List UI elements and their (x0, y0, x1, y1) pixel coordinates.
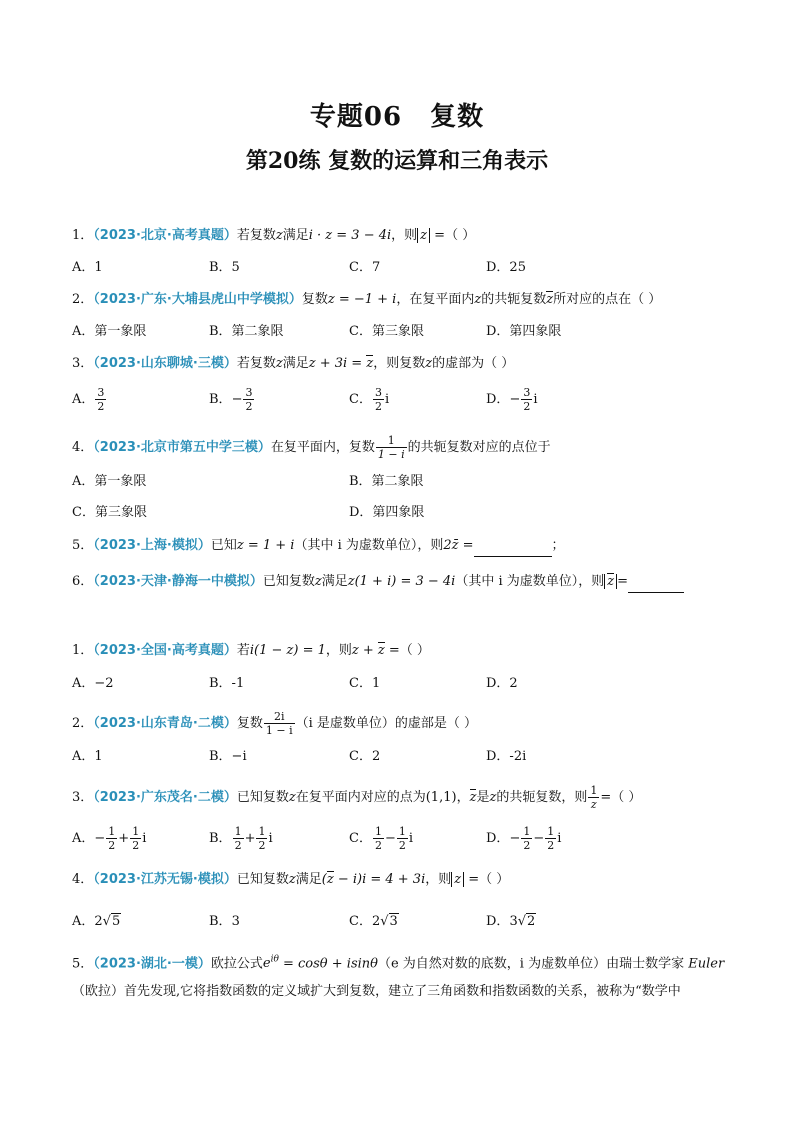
option-b[interactable]: B．-1 (209, 676, 245, 691)
option-d[interactable]: D．− $\frac{1}{2}$ − $\frac{1}{2}$ i (486, 825, 562, 852)
option-d[interactable]: D．2 (486, 676, 518, 691)
answer-blank[interactable] (628, 572, 684, 593)
option-c[interactable]: C．第三象限 (349, 324, 424, 339)
options-2-4 (72, 912, 772, 932)
option-d[interactable]: D．25 (486, 260, 526, 275)
options-2-1 (72, 674, 772, 694)
question-1-4: 4．（2023·北京市第五中学三模）在复平面内，复数 $\frac{1}{1 - i}$ 的共轭复数对应的点位于 (72, 434, 551, 461)
question-source: （2023·北京市第五中学三模） (93, 440, 271, 455)
option-c[interactable]: C．7 (349, 260, 381, 275)
question-source: （2023·全国·高考真题） (93, 643, 237, 658)
question-source: （2023·山东青岛·二模） (93, 716, 237, 731)
question-2-5-cont: （欧拉）首先发现,它将指数函数的定义域扩大到复数，建立了三角函数和指数函数的关系，被称为“数学中 (72, 984, 681, 999)
question-source: （2023·广东·大埔县虎山中学模拟） (93, 292, 302, 307)
option-c[interactable]: C．2 (349, 749, 381, 764)
question-2-5: 5．（2023·湖北·一模）欧拉公式$e^{i\theta} = \cos\theta + isin\theta(e$ 为自然对数的底数，i 为虚数单位）由瑞士数学家 Euler (72, 955, 725, 972)
options-1-1 (72, 258, 772, 278)
question-2-3: 3．（2023·广东茂名·二模）已知复数z在复平面内对应的点为(1,1)，z是z的共轭复数，则 $\frac{1}{z}$ =（ ） (72, 784, 642, 811)
options-2-3 (72, 825, 772, 852)
question-source: （2023·天津·静海一中模拟） (93, 574, 263, 589)
option-b[interactable]: B．第二象限 (349, 474, 424, 489)
question-1-3: 3．（2023·山东聊城·三模）若复数z满足z + 3i = z，则复数z的虚部为（ ） (72, 356, 515, 371)
option-a[interactable]: A．第一象限 (72, 324, 147, 339)
title-topic: 专题06 (309, 102, 403, 132)
option-c[interactable]: C． $\frac{3}{2}$ i (349, 386, 390, 413)
option-a[interactable]: A．−2 (72, 676, 114, 691)
option-c[interactable]: C．2√3 (349, 914, 398, 929)
question-1-1: 1．（2023·北京·高考真题）若复数z满足i · z = 3 − 4i，则 z =（ ） (72, 228, 476, 243)
question-source: （2023·山东聊城·三模） (93, 356, 237, 371)
question-2-2: 2．（2023·山东青岛·二模）复数 $\frac{2i}{1 - i}$ （i 是虚数单位）的虚部是（ ） (72, 710, 478, 737)
options-2-2 (72, 747, 772, 767)
question-source: （2023·广东茂名·二模） (93, 790, 237, 805)
options-1-4-row1 (72, 472, 772, 492)
option-a[interactable]: A．− $\frac{1}{2}$ + $\frac{1}{2}$ i (72, 825, 147, 852)
question-1-2: 2．（2023·广东·大埔县虎山中学模拟）复数z = −1 + i，在复平面内z的共轭复数z所对应的点在（ ） (72, 292, 662, 307)
option-d[interactable]: D．第四象限 (349, 505, 425, 520)
option-a[interactable]: A．1 (72, 749, 103, 764)
question-source: （2023·江苏无锡·模拟） (93, 872, 237, 887)
options-1-4-row2 (72, 503, 772, 523)
question-source: （2023·湖北·一模） (93, 956, 211, 972)
question-2-1: 1．（2023·全国·高考真题）若i(1 − z) = 1，则z + z =（ ） (72, 643, 430, 658)
option-d[interactable]: D．3√2 (486, 914, 536, 929)
option-a[interactable]: A．2√5 (72, 914, 121, 929)
options-1-2 (72, 322, 772, 342)
options-1-3 (72, 386, 772, 413)
title-name: 复数 (430, 102, 485, 132)
option-c[interactable]: C．第三象限 (72, 505, 147, 520)
question-source: （2023·北京·高考真题） (93, 228, 237, 243)
option-d[interactable]: D．-2i (486, 749, 527, 764)
option-d[interactable]: D．第四象限 (486, 324, 562, 339)
option-b[interactable]: B．5 (209, 260, 240, 275)
option-a[interactable]: A．第一象限 (72, 474, 147, 489)
answer-blank[interactable] (474, 536, 552, 557)
question-source: （2023·上海·模拟） (93, 538, 211, 553)
question-1-6: 6．（2023·天津·静海一中模拟）已知复数z满足z(1 + i) = 3 − 4i（其中 i 为虚数单位），则 z = (72, 572, 684, 593)
option-b[interactable]: B．3 (209, 914, 240, 929)
question-2-4: 4．（2023·江苏无锡·模拟）已知复数z满足(z − i)i = 4 + 3i，则 z =（ ） (72, 872, 510, 887)
page-subtitle: 第20练 复数的运算和三角表示 (245, 148, 549, 174)
option-a[interactable]: A．1 (72, 260, 103, 275)
option-b[interactable]: B．− $\frac{3}{2}$ (209, 386, 253, 413)
option-b[interactable]: B． $\frac{1}{2}$ + $\frac{1}{2}$ i (209, 825, 273, 852)
option-b[interactable]: B．第二象限 (209, 324, 284, 339)
question-1-5: 5．（2023·上海·模拟）已知z = 1 + i（其中 i 为虚数单位），则2z̄ = ； (72, 536, 565, 557)
option-a[interactable]: A． $\frac{3}{2}$ (72, 386, 105, 413)
option-c[interactable]: C．1 (349, 676, 381, 691)
option-d[interactable]: D．− $\frac{3}{2}$ i (486, 386, 538, 413)
option-b[interactable]: B．−i (209, 749, 247, 764)
option-c[interactable]: C． $\frac{1}{2}$ − $\frac{1}{2}$ i (349, 825, 414, 852)
page-title (0, 96, 794, 133)
